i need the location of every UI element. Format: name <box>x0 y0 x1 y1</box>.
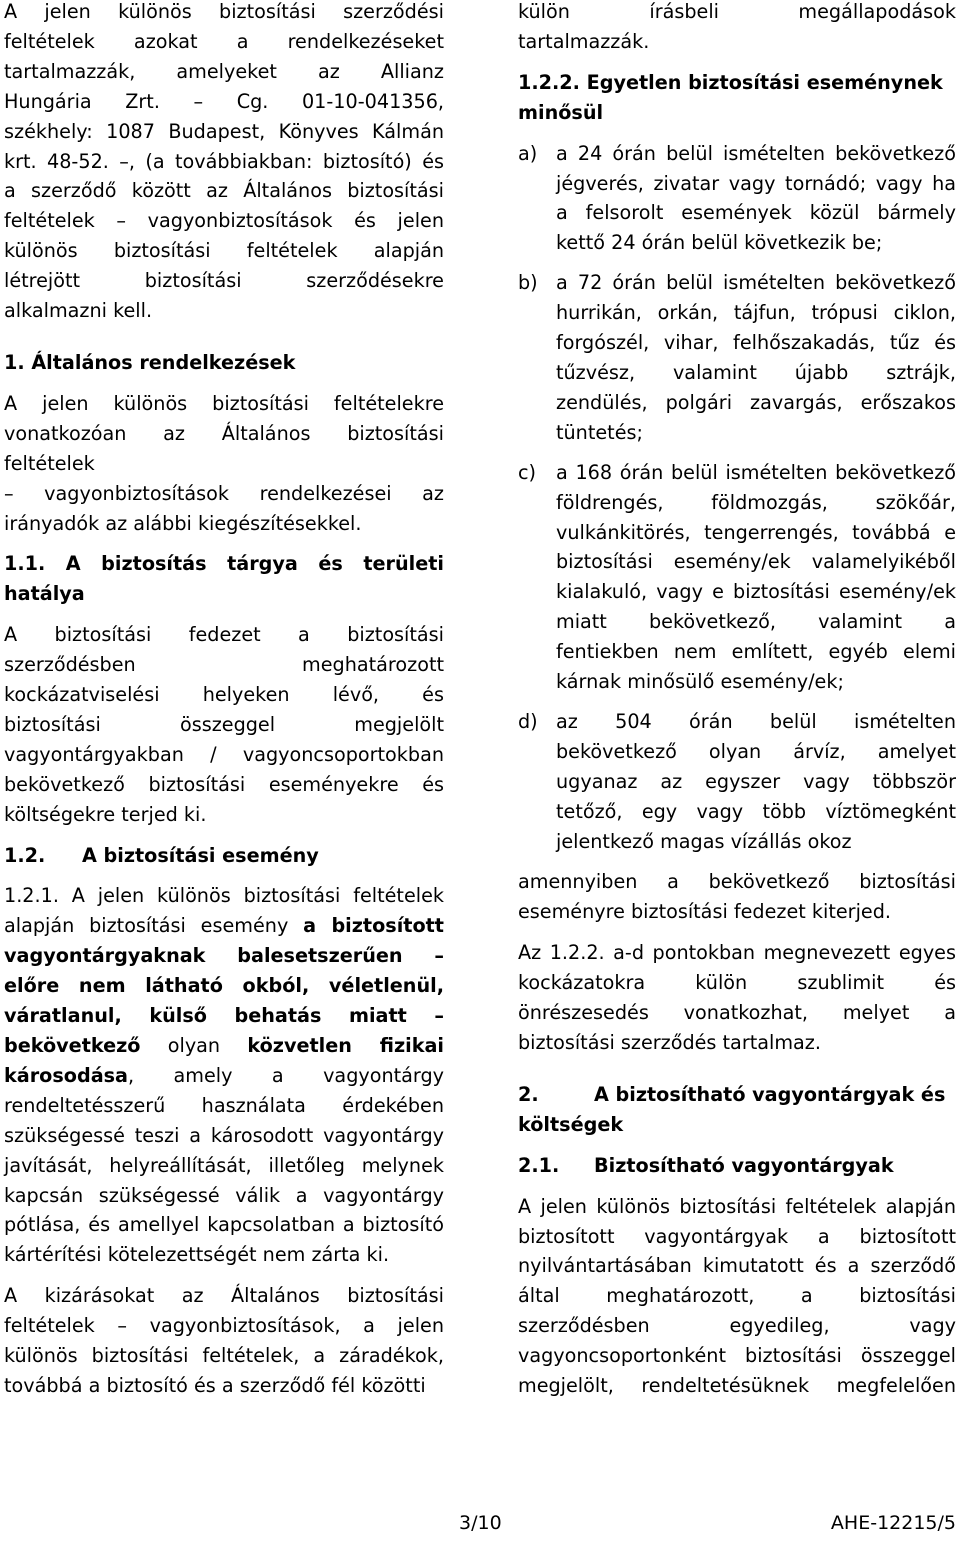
text-line: kockázatviselési helyeken lévő, és <box>4 683 444 707</box>
clause-bold-text: a biztosított vagyontárgyaknak balesetszerűen – előre nem látható okból, véletlenül, váratlanul, külső behatás miatt – bekövetkező <box>4 914 444 1057</box>
text-line: nyilvántartásában kimutatott és a szerződő <box>518 1254 956 1278</box>
text-line: feltételek – vagyonbiztosítások és jelen <box>4 209 444 233</box>
heading-1-2 <box>4 841 444 871</box>
heading-number: 1.2. <box>4 843 46 867</box>
text-line: A jelen különös biztosítási szerződési <box>4 0 444 23</box>
section-1-paragraph <box>4 389 444 539</box>
text-line: biztosítási összeggel megjelölt <box>4 712 444 736</box>
text-line: által meghatározott, a biztosítási <box>518 1284 956 1308</box>
item-label: a) <box>518 141 538 165</box>
text-line: megjelölt, rendeltetésüknek megfelelően <box>518 1374 956 1398</box>
item-text: a 168 órán belül ismételten bekövetkező földrengés, földmozgás, szökőár, vulkánkitörés, tengerrengés, továbbá e biztosítási esemény/ek valamelyikéből kialakuló, vagy e biztosítási esemény/ek miatt bekövetkező, valamint a fentiekben nem említett, egyéb elemi kárnak minősülő esemény/ek; <box>556 460 956 694</box>
heading-1: 1. Általános rendelkezések <box>4 350 296 374</box>
text-line: vonatkozóan az Általános biztosítási feltételek <box>4 421 444 475</box>
text-line: különös biztosítási feltételek, a záradékok, <box>4 1344 444 1368</box>
exclusions-paragraph <box>4 1281 444 1401</box>
section-1-2-1-paragraph <box>4 881 444 1270</box>
list-item <box>518 268 956 447</box>
heading-2 <box>518 1080 956 1140</box>
text-line: irányadók az alábbi kiegészítésekkel. <box>4 511 362 535</box>
coverage-paragraph: amennyiben a bekövetkező biztosítási eseményre biztosítási fedezet kiterjed. <box>518 870 956 924</box>
right-column <box>518 0 956 1401</box>
text-line: – vagyonbiztosítások rendelkezései az <box>4 481 444 505</box>
sublimit-paragraph: Az 1.2.2. a-d pontokban megnevezett egyes kockázatokra külön szublimit és önrészesedés vonatkozhat, melyet a biztosítási szerződés tartalmaz. <box>518 941 956 1054</box>
text-line: krt. 48-52. –, (a továbbiakban: biztosító) és <box>4 149 444 173</box>
text-line: a szerződő között az Általános biztosítási <box>4 179 444 203</box>
text-line: A biztosítási fedezet a biztosítási <box>4 623 444 647</box>
event-list <box>518 139 956 857</box>
list-item <box>518 707 956 857</box>
heading-line: 1.2.2. Egyetlen biztosítási eseménynek <box>518 70 943 94</box>
text-line: vagyontárgyakban / vagyoncsoportokban <box>4 742 444 766</box>
item-label: c) <box>518 460 537 484</box>
heading-line: költségek <box>518 1112 624 1136</box>
heading-title: A biztosítási esemény <box>82 843 319 867</box>
section-1-1-paragraph <box>4 620 444 829</box>
heading-line: 1.1. A biztosítás tárgya és területi <box>4 552 444 576</box>
text-line: különös biztosítási feltételek alapján <box>4 239 444 263</box>
text-line: biztosított vagyontárgyak a biztosított <box>518 1224 956 1248</box>
item-text: a 72 órán belül ismételten bekövetkező hurrikán, orkán, tájfun, trópusi ciklon, forgószél, vihar, felhőszakadás, tűz és tűzvész, valamint újabb sztrájk, zendülés, polgári zavargás, erőszakos tüntetés; <box>556 271 956 444</box>
text-line: feltételek – vagyonbiztosítások, a jelen <box>4 1314 444 1338</box>
text-line: A kizárásokat az Általános biztosítási <box>4 1284 444 1308</box>
text-line: vagyoncsoportonként biztosítási összeggel <box>518 1344 956 1368</box>
text-line: feltételek azokat a rendelkezéseket <box>4 29 444 53</box>
text-line: szerződésben meghatározott <box>4 653 444 677</box>
continuation-paragraph <box>518 0 956 57</box>
text-line: bekövetkező biztosítási eseményekre és <box>4 772 444 796</box>
left-column <box>4 0 444 1401</box>
heading-title: A biztosítható vagyontárgyak és <box>594 1082 946 1106</box>
list-item <box>518 458 956 697</box>
text-line: alkalmazni kell. <box>4 299 153 323</box>
section-2-1-paragraph <box>518 1192 956 1401</box>
page-number: 3/10 <box>459 1512 502 1534</box>
clause-text: A jelen különös biztosítási feltételek alapján biztosítási esemény <box>4 884 444 938</box>
text-line: továbbá a biztosító és a szerződő fél közötti <box>4 1373 426 1397</box>
heading-number: 2.1. <box>518 1153 560 1177</box>
text-line: A jelen különös biztosítási feltételek alapján <box>518 1194 956 1218</box>
clause-number: 1.2.1. <box>4 884 59 908</box>
item-text: a 24 órán belül ismételten bekövetkező jégverés, zivatar vagy tornádó; vagy ha a felsorolt események közül bármely kettő 24 órán belül következik be; <box>556 141 956 255</box>
item-label: b) <box>518 271 538 295</box>
heading-1-2-2 <box>518 68 956 128</box>
heading-title: Biztosítható vagyontárgyak <box>594 1153 894 1177</box>
text-line: Hungária Zrt. – Cg. 01-10-041356, <box>4 89 444 113</box>
clause-text: , amely a vagyontárgy rendeltetésszerű használata érdekében szükségessé teszi a károsodott vagyontárgy javítását, helyreállítását, illetőleg melynek kapcsán szükségessé válik a vagyontárgy pótlása, és amellyel kapcsolatban a biztosító kártérítési kötelezettségét nem zárta ki. <box>4 1063 444 1267</box>
heading-1-1 <box>4 549 444 609</box>
text-line: tartalmazzák, amelyeket az Allianz <box>4 59 444 83</box>
document-code: AHE-12215/5 <box>830 1512 956 1534</box>
item-label: d) <box>518 709 538 733</box>
heading-number: 2. <box>518 1082 539 1106</box>
list-item <box>518 139 956 259</box>
text-line: szerződésben egyedileg, vagy <box>518 1314 956 1338</box>
text-line: tartalmazzák. <box>518 29 650 53</box>
heading-2-1 <box>518 1151 956 1181</box>
heading-line: minősül <box>518 100 604 124</box>
text-line: létrejött biztosítási szerződésekre <box>4 269 444 293</box>
intro-paragraph <box>4 0 444 326</box>
clause-bold-text: közvetlen fizikai károsodása <box>4 1034 444 1087</box>
heading-line: hatálya <box>4 582 85 606</box>
text-line: külön írásbeli megállapodások <box>518 0 956 23</box>
text-line: székhely: 1087 Budapest, Könyves Kálmán <box>4 119 444 143</box>
text-line: A jelen különös biztosítási feltételekre <box>4 391 444 415</box>
item-text: az 504 órán belül ismételten bekövetkező olyan árvíz, amelyet ugyanaz az egyszer vagy többször tetőző, egy vagy több víztömegként jelentkező magas vízállás okoz <box>556 709 956 853</box>
clause-text: olyan <box>140 1034 248 1057</box>
text-line: költségekre terjed ki. <box>4 802 207 826</box>
